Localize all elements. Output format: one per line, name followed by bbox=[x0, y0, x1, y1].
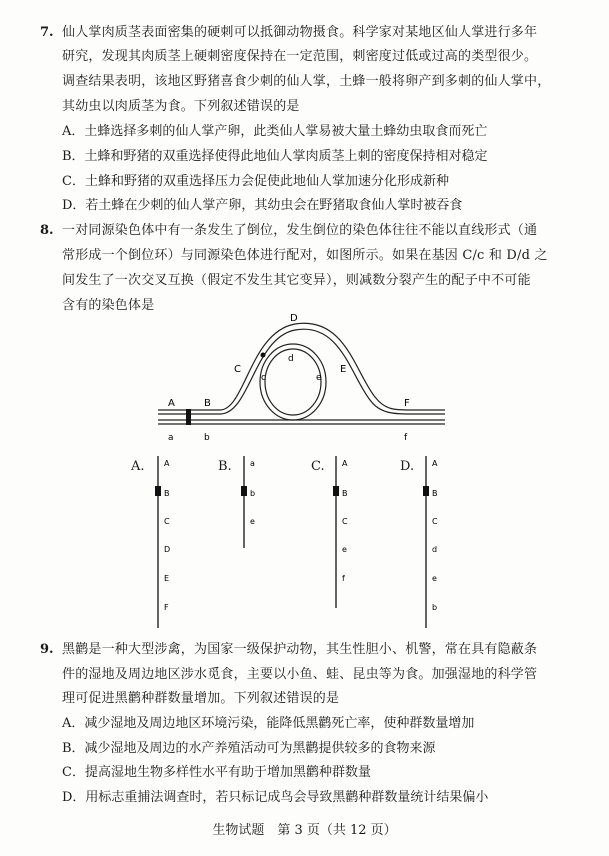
question-number: 9. bbox=[40, 642, 54, 657]
centromere bbox=[186, 409, 191, 425]
question-text-line: 理可促进黑鹳种群数量增加。下列叙述错误的是 bbox=[62, 691, 340, 706]
inversion-loop-diagram bbox=[150, 312, 450, 452]
question-text-line: 研究，发现其肉质茎上硬刺密度保持在一定范围，刺密度过低或过高的类型很少。 bbox=[62, 49, 538, 64]
gene-label: e bbox=[432, 574, 437, 583]
gene-label: e bbox=[342, 545, 347, 554]
option-d: D．用标志重捕法调查时，若只标记成鸟会导致黑鹳种群数量统计结果偏小 bbox=[62, 790, 489, 805]
gene-label: b bbox=[250, 489, 256, 498]
option-c: C．土蜂和野猪的双重选择压力会促使此地仙人掌加速分化形成新种 bbox=[62, 174, 449, 189]
crossover-point bbox=[261, 353, 266, 358]
gene-label: f bbox=[342, 574, 345, 583]
choice-letter: C. bbox=[311, 459, 325, 474]
gene-label-B: B bbox=[204, 398, 211, 409]
gene-label-C: C bbox=[234, 364, 241, 375]
option-b: B．土蜂和野猪的双重选择使得此地仙人掌肉质茎上刺的密度保持相对稳定 bbox=[62, 149, 488, 164]
chromosome-choice-d bbox=[418, 452, 448, 632]
chromosome-choice-b bbox=[236, 452, 266, 552]
gene-label: a bbox=[250, 459, 255, 468]
chromosome-strand-outer-2 bbox=[158, 329, 445, 414]
question-text-line: 一对同源染色体中有一条发生了倒位，发生倒位的染色体往往不能以直线形式（通 bbox=[62, 223, 538, 238]
chromosome-strand-outer-1 bbox=[158, 323, 445, 410]
choice-letter: A. bbox=[131, 459, 145, 474]
gene-label-f: f bbox=[404, 433, 408, 443]
chromosome-choice-c bbox=[328, 452, 358, 612]
gene-label-E: E bbox=[340, 364, 347, 375]
gene-label-D: D bbox=[290, 313, 298, 324]
gene-label: d bbox=[432, 545, 438, 554]
gene-label: A bbox=[164, 459, 170, 468]
choice-letter: B. bbox=[218, 459, 232, 474]
gene-label: C bbox=[164, 517, 170, 526]
question-text-line: 件的湿地及周边地区涉水觅食，主要以小鱼、蛙、昆虫等为食。加强湿地的科学管 bbox=[62, 667, 538, 682]
option-d: D．若土蜂在少刺的仙人掌产卵，其幼虫会在野猪取食仙人掌时被吞食 bbox=[62, 198, 463, 213]
gene-label: E bbox=[164, 574, 170, 583]
gene-label-a: a bbox=[168, 433, 174, 443]
gene-label: A bbox=[432, 459, 438, 468]
option-b: B．减少湿地及周边的水产养殖活动可为黑鹳提供较多的食物来源 bbox=[62, 741, 436, 756]
gene-label: B bbox=[342, 489, 348, 498]
question-number: 8. bbox=[40, 223, 54, 238]
gene-label: D bbox=[164, 545, 171, 554]
gene-label: F bbox=[164, 603, 169, 612]
question-text-line: 仙人掌肉质茎表面密集的硬刺可以抵御动物摄食。科学家对某地区仙人掌进行多年 bbox=[62, 25, 538, 40]
question-number: 7. bbox=[40, 25, 54, 40]
option-a: A．土蜂选择多刺的仙人掌产卵，此类仙人掌易被大量土蜂幼虫取食而死亡 bbox=[62, 124, 488, 139]
question-text-line: 含有的染色体是 bbox=[62, 298, 155, 313]
option-c: C．提高湿地生物多样性水平有助于增加黑鹳种群数量 bbox=[62, 765, 371, 780]
question-text-line: 调查结果表明，该地区野猪喜食少刺的仙人掌，土蜂一般将卵产到多刺的仙人掌中， bbox=[62, 74, 551, 89]
gene-label: C bbox=[342, 517, 348, 526]
page-footer: 生物试题 第 3 页（共 12 页） bbox=[212, 823, 397, 838]
choice-letter: D. bbox=[400, 459, 415, 474]
question-text-line: 黑鹳是一种大型涉禽，为国家一级保护动物，其生性胆小、机警，常在具有隐蔽条 bbox=[62, 642, 538, 657]
gene-label: e bbox=[250, 517, 255, 526]
gene-label-F: F bbox=[404, 398, 410, 409]
gene-label: b bbox=[432, 603, 438, 612]
question-text-line: 其幼虫以肉质茎为食。下列叙述错误的是 bbox=[62, 99, 300, 114]
question-text-line: 间发生了一次交叉互换（假定不发生其它变异），则减数分裂产生的配子中不可能 bbox=[62, 273, 531, 288]
gene-label-b: b bbox=[204, 433, 210, 443]
option-a: A．减少湿地及周边地区环境污染，能降低黑鹳死亡率，使种群数量增加 bbox=[62, 716, 475, 731]
gene-label: B bbox=[164, 489, 170, 498]
gene-label-A: A bbox=[168, 398, 175, 409]
gene-label-d: d bbox=[288, 354, 294, 364]
question-text-line: 常形成一个倒位环）与同源染色体进行配对，如图所示。如果在基因 C/c 和 D/d 之 bbox=[62, 248, 548, 263]
gene-label: B bbox=[432, 489, 438, 498]
chromosome-choice-a bbox=[150, 452, 180, 632]
gene-label: C bbox=[432, 517, 438, 526]
gene-label: A bbox=[342, 459, 348, 468]
gene-label-e: e bbox=[316, 373, 322, 383]
gene-label-c: c bbox=[261, 373, 266, 383]
